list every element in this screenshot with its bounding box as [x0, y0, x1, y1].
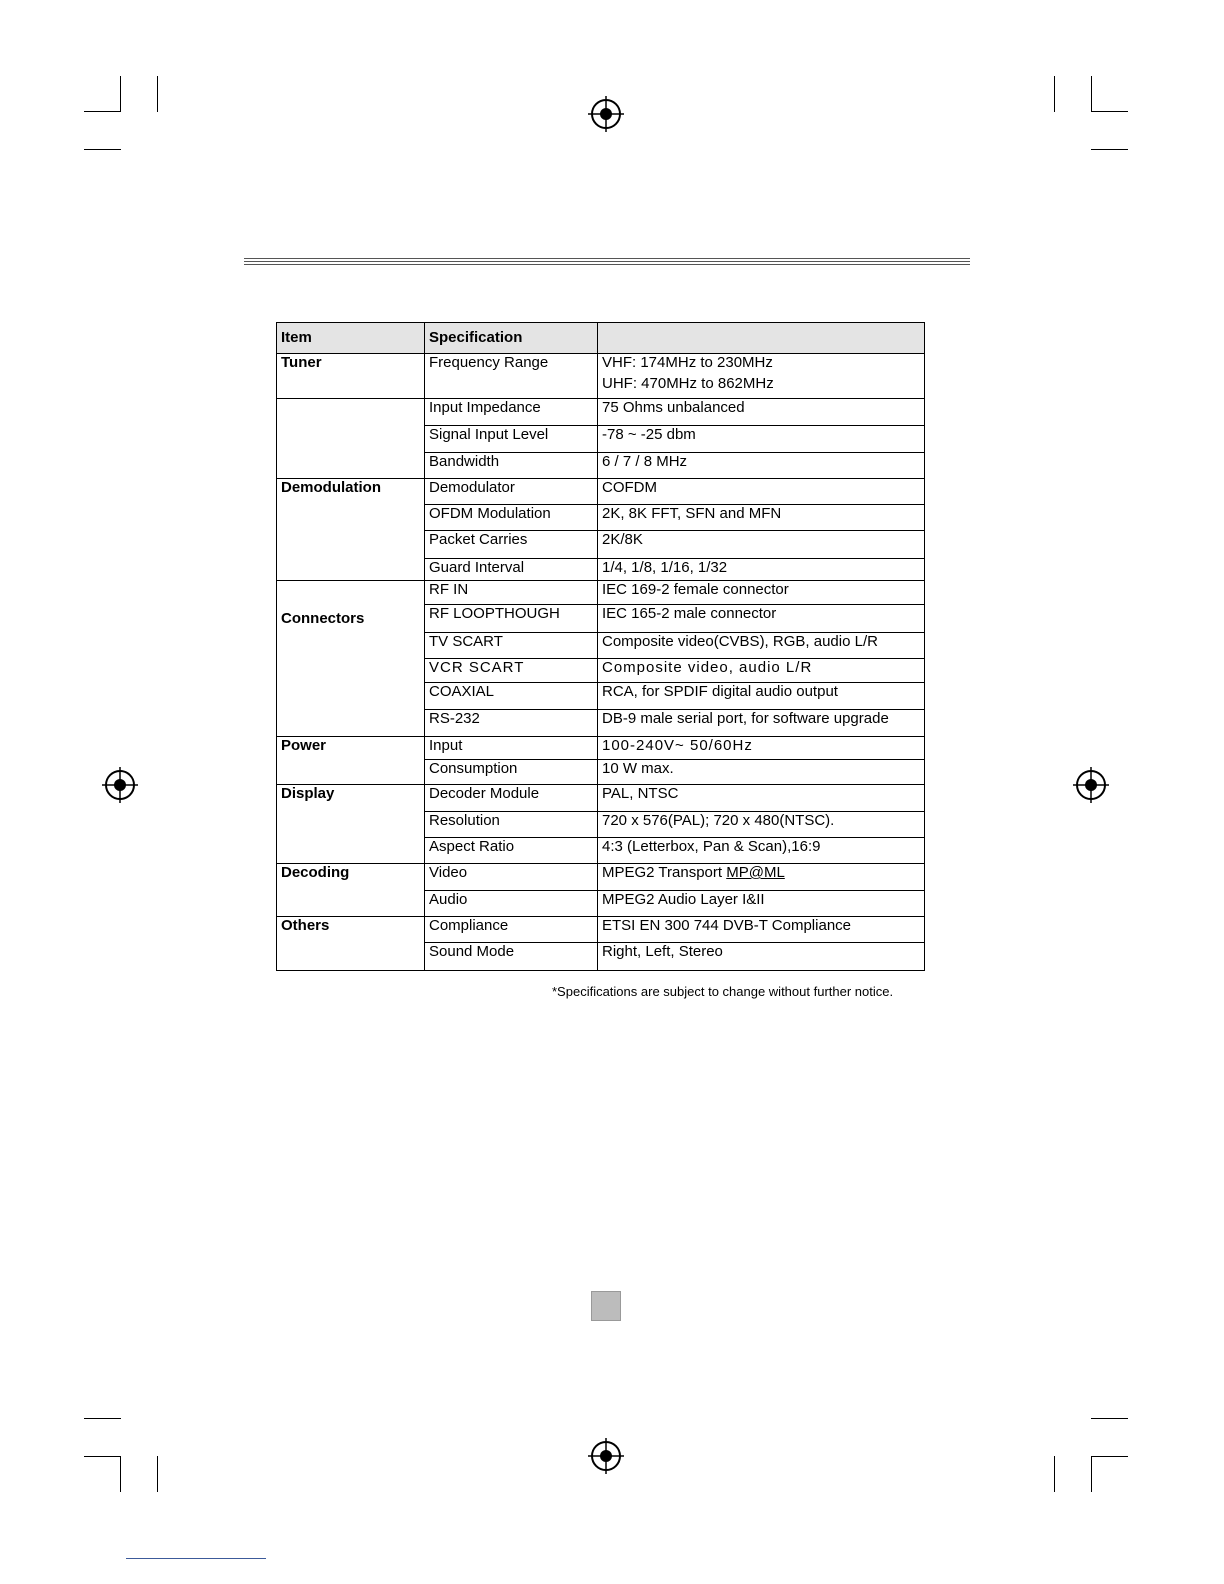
- spec-value: Right, Left, Stereo: [598, 943, 925, 971]
- table-row: [277, 399, 925, 426]
- bottom-line: [126, 1558, 266, 1559]
- spec-value: [598, 864, 925, 891]
- crop-mark: [1091, 1418, 1128, 1419]
- spec-name: Audio: [425, 891, 598, 917]
- spec-value: 4:3 (Letterbox, Pan & Scan),16:9: [598, 838, 925, 864]
- spec-name: Video: [425, 864, 598, 891]
- table-row: [277, 785, 925, 812]
- spec-value-line: VHF: 174MHz to 230MHz: [602, 354, 773, 371]
- spec-value: -78 ~ -25 dbm: [598, 426, 925, 453]
- spec-name: Demodulator: [425, 479, 598, 505]
- spec-value: Composite video, audio L/R: [598, 659, 925, 683]
- table-row: [277, 479, 925, 505]
- spec-value: COFDM: [598, 479, 925, 505]
- group-label-display: Display: [277, 785, 425, 864]
- spec-name: Input: [425, 737, 598, 760]
- spec-name: RF LOOPTHOUGH: [425, 605, 598, 633]
- crop-mark: [84, 1418, 121, 1419]
- header-rule: [244, 258, 970, 259]
- spec-name: VCR SCART: [425, 659, 598, 683]
- spec-value: 100-240V~ 50/60Hz: [598, 737, 925, 760]
- table-row: [277, 354, 925, 399]
- spec-name: RF IN: [425, 581, 598, 605]
- crop-mark: [1091, 1456, 1128, 1457]
- header-rule: [244, 261, 970, 262]
- group-label-decoding: Decoding: [277, 864, 425, 917]
- group-label-blank: [277, 399, 425, 479]
- crop-mark: [1091, 111, 1128, 112]
- spec-value: RCA, for SPDIF digital audio output: [598, 683, 925, 710]
- registration-mark-icon: [588, 96, 624, 132]
- footnote: *Specifications are subject to change without further notice.: [552, 984, 894, 999]
- table-header-row: [277, 323, 925, 354]
- spec-value: [598, 354, 925, 399]
- spec-value: 75 Ohms unbalanced: [598, 399, 925, 426]
- crop-mark: [1091, 149, 1128, 150]
- header-specification: Specification: [425, 323, 598, 354]
- table-row: [277, 581, 925, 605]
- spec-name: Resolution: [425, 812, 598, 838]
- spec-name: Guard Interval: [425, 559, 598, 581]
- spec-name: Aspect Ratio: [425, 838, 598, 864]
- group-label-others: Others: [277, 917, 425, 971]
- spec-value: 2K, 8K FFT, SFN and MFN: [598, 505, 925, 531]
- spec-name: RS-232: [425, 710, 598, 737]
- spec-value: 2K/8K: [598, 531, 925, 559]
- header-item: Item: [277, 323, 425, 354]
- crop-mark: [1091, 1456, 1092, 1492]
- registration-mark-icon: [102, 767, 138, 803]
- spec-value: 1/4, 1/8, 1/16, 1/32: [598, 559, 925, 581]
- group-label-text: Connectors: [281, 609, 365, 627]
- spec-value: 720 x 576(PAL); 720 x 480(NTSC).: [598, 812, 925, 838]
- table-row: [277, 917, 925, 943]
- spec-value: IEC 169-2 female connector: [598, 581, 925, 605]
- spec-name: Packet Carries: [425, 531, 598, 559]
- spec-value: PAL, NTSC: [598, 785, 925, 812]
- crop-mark: [157, 1456, 158, 1492]
- crop-mark: [1054, 1456, 1055, 1492]
- spec-value: Composite video(CVBS), RGB, audio L/R: [598, 633, 925, 659]
- registration-mark-icon: [588, 1438, 624, 1474]
- spec-value: 6 / 7 / 8 MHz: [598, 453, 925, 479]
- spec-name: Frequency Range: [425, 354, 598, 399]
- spec-name: Signal Input Level: [425, 426, 598, 453]
- spec-value-text: MPEG2 Transport: [602, 864, 723, 881]
- table-row: [277, 864, 925, 891]
- crop-mark: [157, 76, 158, 112]
- crop-mark: [84, 111, 121, 112]
- spec-name: Consumption: [425, 760, 598, 785]
- page-number-box: [591, 1291, 621, 1321]
- header-value: [598, 323, 925, 354]
- group-label-demodulation: Demodulation: [277, 479, 425, 581]
- registration-mark-icon: [1073, 767, 1109, 803]
- spec-value: MPEG2 Audio Layer I&II: [598, 891, 925, 917]
- specification-table: [276, 322, 925, 971]
- spec-name: Decoder Module: [425, 785, 598, 812]
- spec-value: IEC 165-2 male connector: [598, 605, 925, 633]
- group-label-connectors: [277, 581, 425, 737]
- spec-name: COAXIAL: [425, 683, 598, 710]
- spec-value: DB-9 male serial port, for software upgrade: [598, 710, 925, 737]
- spec-name: Bandwidth: [425, 453, 598, 479]
- header-rule: [244, 264, 970, 265]
- spec-value-line: UHF: 470MHz to 862MHz: [602, 375, 774, 392]
- crop-mark: [120, 76, 121, 112]
- spec-name: Sound Mode: [425, 943, 598, 971]
- spec-value: ETSI EN 300 744 DVB-T Compliance: [598, 917, 925, 943]
- crop-mark: [84, 1456, 121, 1457]
- spec-value: 10 W max.: [598, 760, 925, 785]
- crop-mark: [84, 149, 121, 150]
- crop-mark: [120, 1456, 121, 1492]
- spec-name: OFDM Modulation: [425, 505, 598, 531]
- spec-name: Input Impedance: [425, 399, 598, 426]
- spec-name: TV SCART: [425, 633, 598, 659]
- spec-value-mp-ml: MP@ML: [726, 864, 785, 881]
- crop-mark: [1091, 76, 1092, 112]
- group-label-power: Power: [277, 737, 425, 785]
- spec-name: Compliance: [425, 917, 598, 943]
- crop-mark: [1054, 76, 1055, 112]
- table-row: [277, 737, 925, 760]
- group-label-tuner: Tuner: [277, 354, 425, 399]
